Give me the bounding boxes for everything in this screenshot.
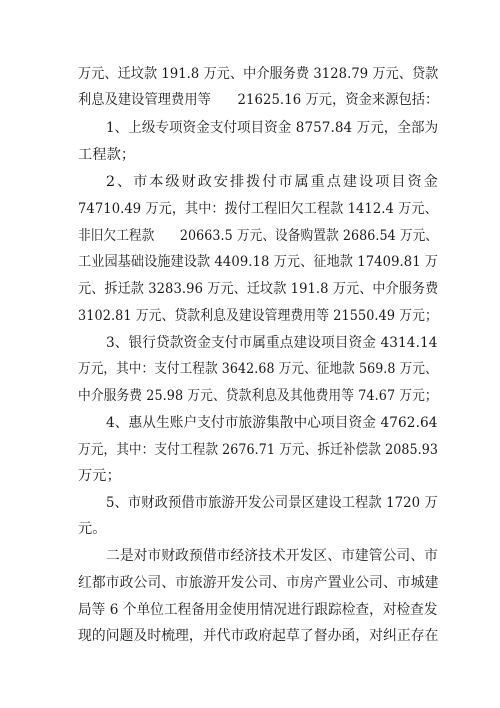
text-line: 3、银行贷款资金支付市属重点建设项目资金 4314.14: [106, 335, 438, 351]
text-line: 二是对市财政预借市经济技术开发区、市建管公司、市: [106, 548, 438, 564]
text-line: 74710.49 万元，其中：拨付工程旧欠工程款 1412.4 万元、: [78, 201, 438, 217]
text-line: 万元，其中：支付工程款 2676.71 万元、拆迁补偿款 2085.93: [78, 442, 439, 458]
text-line: 局等 6 个单位工程备用金使用情况进行跟踪检查，对检查发: [78, 602, 438, 618]
text-line: 元、拆迁款 3283.96 万元、迁坟款 191.8 万元、中介服务费: [78, 281, 439, 297]
text-line: 1、上级专项资金支付项目资金 8757.84 万元，全部为: [106, 120, 439, 136]
text-line: 工程款；: [78, 147, 136, 163]
text-line: 工业园基础设施建设款 4409.18 万元、征地款 17409.81 万: [78, 254, 439, 270]
text-line: 5、市财政预借市旅游开发公司景区建设工程款 1720 万: [106, 495, 438, 511]
text-line: 元。: [78, 521, 107, 537]
text-line: 红都市政公司、市旅游开发公司、市房产置业公司、市城建: [78, 575, 439, 591]
text-line: 万元、迁坟款 191.8 万元、中介服务费 3128.79 万元、贷款: [78, 66, 439, 82]
text-line: 3102.81 万元、贷款利息及建设管理费用等 21550.49 万元；: [78, 308, 438, 324]
text-line: 4、惠从生账户支付市旅游集散中心项目资金 4762.64: [106, 415, 438, 431]
text-line: 非旧欠工程款 20663.5 万元、设备购置款 2686.54 万元、: [78, 228, 439, 244]
text-line: 万元，其中：支付工程款 3642.68 万元、征地款 569.8 万元、: [78, 361, 438, 377]
text-line: 万元；: [78, 468, 121, 484]
text-line: 中介服务费 25.98 万元、贷款利息及其他费用等 74.67 万元；: [78, 388, 438, 404]
text-line: 利息及建设管理费用等 21625.16 万元，资金来源包括：: [78, 92, 439, 108]
text-line: 现的问题及时梳理，并代市政府起草了督办函，对纠正存在: [78, 628, 439, 644]
text-line: 2、市本级财政安排拨付市属重点建设项目资金: [106, 174, 440, 190]
